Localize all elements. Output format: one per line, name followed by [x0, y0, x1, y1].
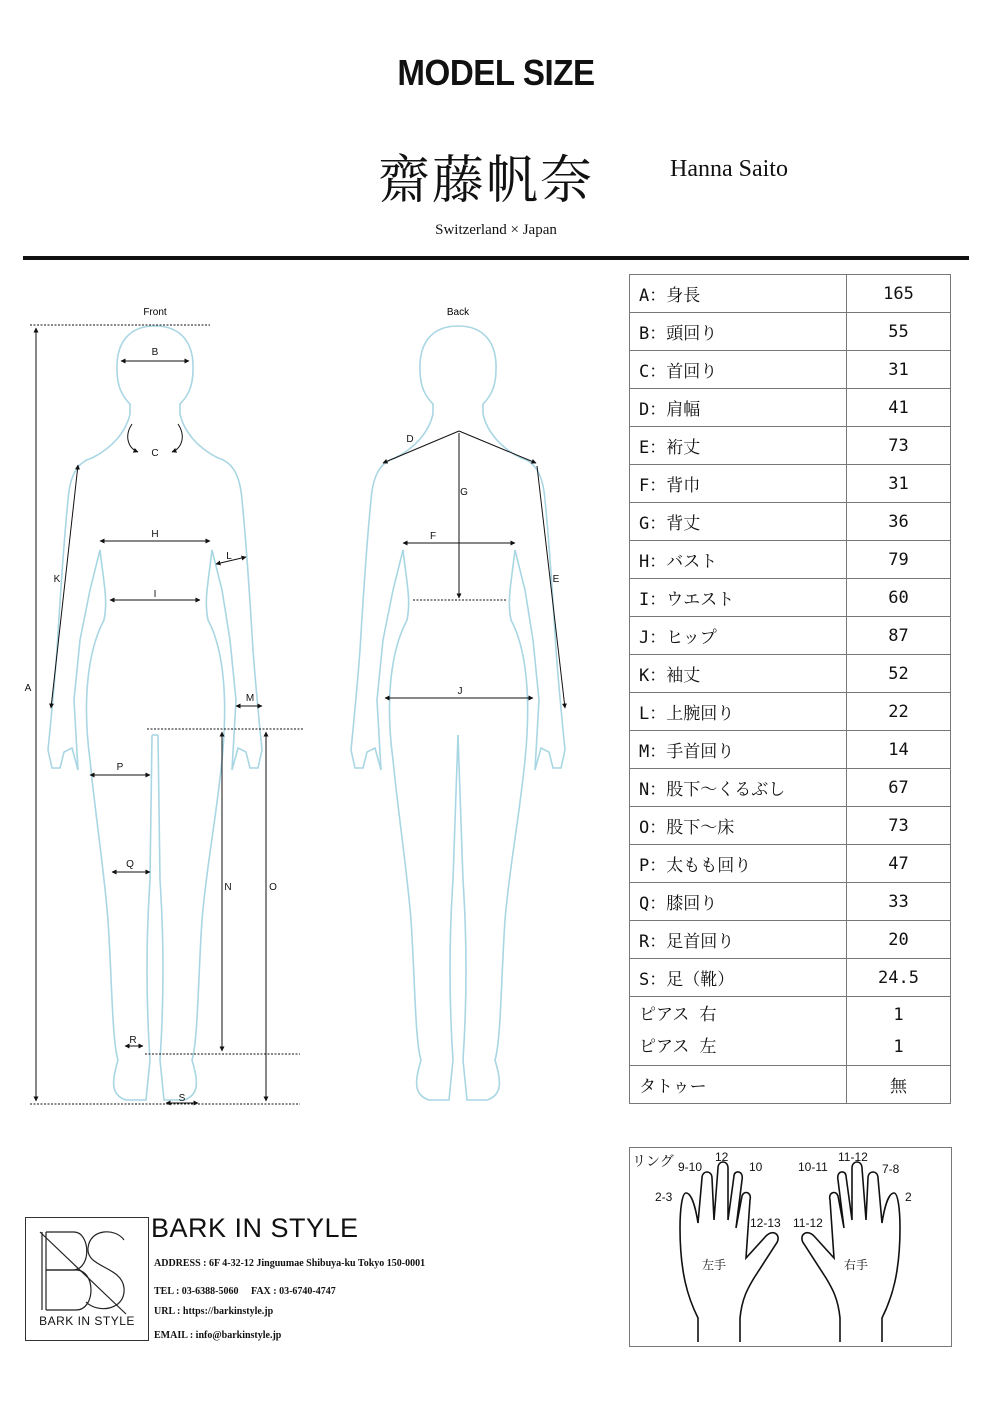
- measurement-table: [629, 274, 951, 1104]
- back-label: Back: [446, 307, 470, 318]
- measurement-value: 79: [847, 541, 951, 579]
- label-c: C: [151, 448, 159, 459]
- measurement-row: [630, 579, 951, 617]
- ring-left-pinky: 12-13: [750, 1216, 781, 1230]
- measurement-label: D：肩幅: [630, 389, 847, 427]
- measurement-row: [630, 541, 951, 579]
- piercing-left-label: ピアス 左: [639, 1037, 717, 1057]
- ring-left-index: 9-10: [678, 1160, 703, 1174]
- back-body-outline: [351, 326, 565, 1100]
- measurement-label: Q：膝回り: [630, 883, 847, 921]
- measurement-row: [630, 921, 951, 959]
- ring-left-middle: 12: [715, 1150, 729, 1164]
- measurement-label: H：バスト: [630, 541, 847, 579]
- measurement-label: L：上腕回り: [630, 693, 847, 731]
- label-q: Q: [126, 859, 134, 870]
- ring-right-middle: 7-8: [882, 1162, 900, 1176]
- measurement-row: [630, 731, 951, 769]
- page-title: MODEL SIZE: [397, 52, 595, 93]
- label-d: D: [406, 434, 414, 445]
- measurement-row: [630, 465, 951, 503]
- measurement-value: 20: [847, 921, 951, 959]
- measurement-row: [630, 313, 951, 351]
- measurement-value: 55: [847, 313, 951, 351]
- label-h: H: [151, 529, 159, 540]
- measurement-row: [630, 883, 951, 921]
- company-tel-fax: TEL : 03-6388-5060 FAX : 03-6740-4747: [154, 1286, 336, 1297]
- measurement-value: 87: [847, 617, 951, 655]
- company-url[interactable]: URL : https://barkinstyle.jp: [154, 1306, 274, 1317]
- measurement-row: [630, 351, 951, 389]
- ring-right-pinky: 10-11: [798, 1160, 828, 1174]
- ring-left-thumb: 2-3: [655, 1190, 673, 1204]
- measurement-value: 14: [847, 731, 951, 769]
- measurement-row: [630, 959, 951, 997]
- measurement-label: F：背巾: [630, 465, 847, 503]
- measurement-label: N：股下～くるぶし: [630, 769, 847, 807]
- ring-size-panel: [629, 1147, 952, 1347]
- measurement-value: 73: [847, 427, 951, 465]
- measurement-row: [630, 845, 951, 883]
- tattoo-value: 無: [847, 1066, 951, 1104]
- measurement-value: 47: [847, 845, 951, 883]
- label-m: M: [245, 693, 255, 704]
- measurement-value: 73: [847, 807, 951, 845]
- piercing-left-value: 1: [893, 1037, 904, 1057]
- ring-left-ring: 10: [749, 1160, 763, 1174]
- label-f: F: [429, 531, 437, 542]
- measurement-label: K：袖丈: [630, 655, 847, 693]
- front-body-outline: [48, 326, 262, 1100]
- label-s: S: [178, 1093, 186, 1104]
- tattoo-label: タトゥー: [630, 1066, 847, 1104]
- model-origin: Switzerland × Japan: [435, 222, 557, 238]
- measurement-row: [630, 503, 951, 541]
- ring-right-ring: 11-12: [838, 1150, 868, 1164]
- piercing-labels: [630, 997, 847, 1066]
- company-logo: [25, 1217, 149, 1341]
- label-r: R: [129, 1035, 137, 1046]
- label-e: E: [552, 574, 560, 585]
- label-b: B: [151, 347, 159, 358]
- right-hand-label: 右手: [844, 1258, 869, 1272]
- logo-text: BARK IN STYLE: [39, 1314, 135, 1328]
- measurement-value: 165: [847, 275, 951, 313]
- measurement-row: [630, 807, 951, 845]
- measurement-value: 22: [847, 693, 951, 731]
- measurement-row: [630, 655, 951, 693]
- ring-right-thumb: 11-12: [793, 1216, 823, 1230]
- label-l: L: [226, 551, 232, 562]
- measurement-row: [630, 275, 951, 313]
- piercing-right-label: ピアス 右: [639, 1005, 717, 1025]
- label-a: A: [24, 683, 32, 694]
- measurement-value: 67: [847, 769, 951, 807]
- ring-right-index: 2: [905, 1190, 912, 1204]
- company-email[interactable]: EMAIL : info@barkinstyle.jp: [154, 1330, 282, 1341]
- measurement-label: J：ヒップ: [630, 617, 847, 655]
- measurement-value: 52: [847, 655, 951, 693]
- measurement-label: A：身長: [630, 275, 847, 313]
- label-g: G: [460, 487, 468, 498]
- body-measurement-diagram: [20, 300, 610, 1115]
- measurement-label: E：裄丈: [630, 427, 847, 465]
- label-i: I: [153, 589, 157, 600]
- measurement-row: [630, 617, 951, 655]
- measurement-row: [630, 427, 951, 465]
- measurement-value: 60: [847, 579, 951, 617]
- label-j: J: [457, 686, 463, 697]
- measurement-value: 24.5: [847, 959, 951, 997]
- measurement-value: 31: [847, 465, 951, 503]
- measurement-row: [630, 769, 951, 807]
- model-name-english: Hanna Saito: [670, 156, 788, 182]
- measurement-value: 36: [847, 503, 951, 541]
- measurement-value: 31: [847, 351, 951, 389]
- measurement-label: G：背丈: [630, 503, 847, 541]
- front-label: Front: [143, 307, 167, 318]
- measurement-label: C：首回り: [630, 351, 847, 389]
- brand-name: BARK IN STYLE: [151, 1213, 359, 1243]
- label-k: K: [53, 574, 61, 585]
- piercing-row: [630, 997, 951, 1066]
- measurement-label: M：手首回り: [630, 731, 847, 769]
- measurement-value: 33: [847, 883, 951, 921]
- piercing-right-value: 1: [893, 1005, 904, 1025]
- measurement-label: I：ウエスト: [630, 579, 847, 617]
- measurement-value: 41: [847, 389, 951, 427]
- header-divider: [23, 256, 969, 260]
- model-name-japanese: 齋藤帆奈: [378, 151, 595, 211]
- measurement-label: B：頭回り: [630, 313, 847, 351]
- measurement-row: [630, 693, 951, 731]
- label-o: O: [269, 882, 277, 893]
- measurement-label: S：足（靴）: [630, 959, 847, 997]
- ring-title: リング: [632, 1154, 674, 1170]
- measurement-row: [630, 389, 951, 427]
- company-address: ADDRESS : 6F 4-32-12 Jinguumae Shibuya-ku Tokyo 150-0001: [154, 1258, 426, 1269]
- tattoo-row: [630, 1066, 951, 1104]
- hands-drawing: [630, 1148, 951, 1346]
- piercing-values: [847, 997, 951, 1066]
- measurement-label: R：足首回り: [630, 921, 847, 959]
- left-hand-label: 左手: [702, 1258, 727, 1272]
- label-p: P: [116, 762, 124, 773]
- measurement-label: P：太もも回り: [630, 845, 847, 883]
- label-n: N: [224, 882, 232, 893]
- measurement-label: O：股下～床: [630, 807, 847, 845]
